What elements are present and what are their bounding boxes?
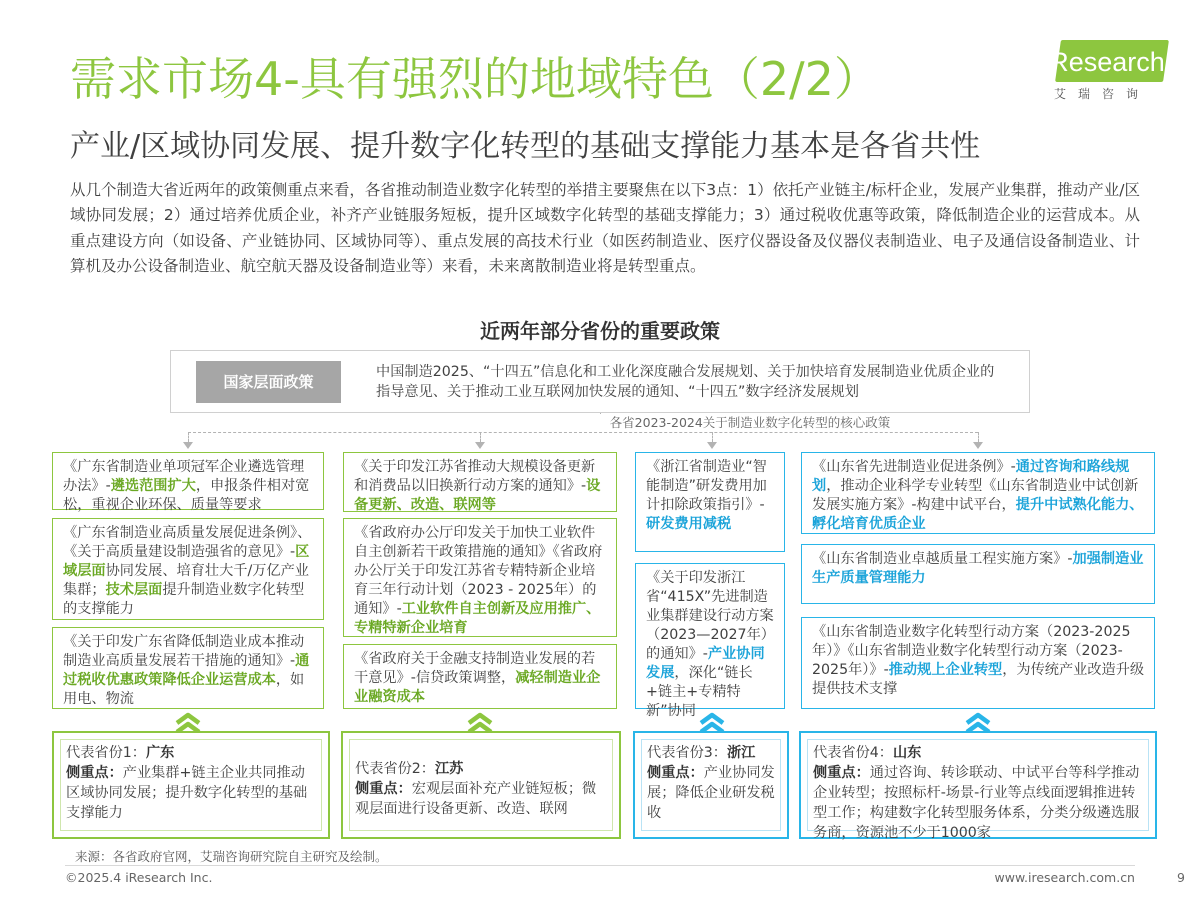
iresearch-logo xyxy=(1030,38,1170,108)
footer-divider xyxy=(65,865,1135,866)
policy-highlight: 技术层面 xyxy=(105,582,163,598)
national-policy-label: 国家层面政策 xyxy=(196,361,341,403)
summary-card-guangdong xyxy=(52,731,330,839)
tree-label: 各省2023-2024关于制造业数字化转型的核心政策 xyxy=(600,414,900,432)
policy-highlight: 设备更新、改造、联网等 xyxy=(354,478,601,513)
section-title: 近两年部分省份的重要政策 xyxy=(480,319,720,343)
policy-highlight: 通过税收优惠政策降低企业运营成本 xyxy=(63,653,310,688)
policy-box-shandong-1 xyxy=(801,452,1155,534)
summary-head: 代表省份3：浙江 xyxy=(647,745,756,761)
national-policy-text: 中国制造2025、“十四五”信息化和工业化深度融合发展规划、关于加快培育发展制造业优质企业的指导意见、关于推动工业互联网加快发展的通知、“十四五”数字经济发展规划 xyxy=(376,364,995,400)
policy-text: 《山东省制造业数字化转型行动方案（2023-2025年）》《山东省制造业数字化转型行动方案（2023-2025年）》- xyxy=(812,624,1131,678)
policy-highlight: 遴选范围扩大 xyxy=(110,478,196,494)
tree-drop-1 xyxy=(188,432,189,442)
policy-highlight: 提升中试熟化能力、孵化培育优质企业 xyxy=(812,497,1144,532)
national-policy-bar xyxy=(170,350,1030,413)
policy-box-jiangsu-3 xyxy=(343,644,617,709)
policy-box-shandong-2 xyxy=(801,544,1155,604)
logo-cn-text: 艾瑞咨询 xyxy=(1053,87,1150,101)
policy-text: 《省政府办公厅印发关于加快工业软件自主创新若干政策措施的通知》《省政府办公厅关于印发江苏省专精特新企业培育三年行动计划（2023 - 2025年）的通知》- xyxy=(354,525,603,617)
tree-arrow-4 xyxy=(973,442,983,449)
policy-text: 《广东省制造业单项冠军企业遴选管理办法》- xyxy=(63,459,305,494)
policy-highlight: 产业协同发展 xyxy=(646,646,765,681)
summary-card-jiangsu xyxy=(341,731,621,839)
policy-box-zhejiang-2 xyxy=(635,563,785,719)
policy-highlight: 减轻制造业企业融资成本 xyxy=(354,670,601,705)
summary-head: 代表省份2：江苏 xyxy=(355,761,464,777)
summary-head: 代表省份1：广东 xyxy=(66,745,175,761)
policy-text: ，为传统产业改造升级提供技术支撑 xyxy=(812,662,1145,697)
policy-box-guangdong-1 xyxy=(52,452,324,513)
summary-focus: 侧重点：通过咨询、转诊联动、中试平台等科学推动企业转型；按照标杆-场景-行业等点线面逻辑推进转型工作；构建数字化转型服务体系，分类分级遴选服务商，资源池不少于1000家 xyxy=(813,765,1140,841)
tree-drop-3 xyxy=(712,432,713,442)
policy-text: ，申报条件相对宽松，重视企业环保、质量等要求 xyxy=(63,478,310,513)
policy-box-guangdong-3 xyxy=(52,627,324,709)
policy-text: 《关于印发广东省降低制造业成本推动制造业高质量发展若干措施的通知》- xyxy=(63,634,305,669)
tree-arrow-3 xyxy=(707,442,717,449)
policy-text: 《关于印发浙江省“415X”先进制造业集群建设行动方案（2023—2027年）的通知》- xyxy=(646,570,775,662)
policy-text: ，深化“链长+链主+专精特新”协同 xyxy=(646,665,753,719)
tree-branch-line xyxy=(188,432,978,433)
site-url[interactable]: www.iresearch.com.cn xyxy=(994,870,1135,885)
policy-highlight: 加强制造业生产质量管理能力 xyxy=(812,551,1144,586)
copyright: ©2025.4 iResearch Inc. xyxy=(65,870,213,885)
policy-highlight: 区域层面 xyxy=(63,544,310,579)
logo-text: iResearch xyxy=(1043,47,1165,77)
policy-text: 《浙江省制造业“智能制造”研发费用加计扣除政策指引》- xyxy=(646,459,767,513)
policy-text: 《省政府关于金融支持制造业发展的若干意见》-信贷政策调整， xyxy=(354,651,596,686)
page-number: 9 xyxy=(1177,870,1185,885)
tree-arrow-1 xyxy=(183,442,193,449)
policy-box-guangdong-2 xyxy=(52,518,324,620)
tree-drop-4 xyxy=(978,432,979,442)
tree-drop-2 xyxy=(480,432,481,442)
policy-highlight: 推动规上企业转型 xyxy=(888,662,1003,678)
summary-focus: 侧重点：宏观层面补充产业链短板；微观层面进行设备更新、改造、联网 xyxy=(355,781,597,817)
policy-text: 协同发展、培育壮大千/万亿产业集群； xyxy=(63,563,309,598)
summary-focus: 侧重点：产业集群+链主企业共同推动区域协同发展；提升数字化转型的基础支撑能力 xyxy=(66,765,308,821)
policy-text: 《山东省先进制造业促进条例》- xyxy=(812,459,1016,475)
page-subtitle: 产业/区域协同发展、提升数字化转型的基础支撑能力基本是各省共性 xyxy=(70,129,981,164)
policy-highlight: 研发费用减税 xyxy=(646,516,732,532)
summary-focus: 侧重点：产业协同发展；降低企业研发税收 xyxy=(647,765,775,821)
intro-paragraph: 从几个制造大省近两年的政策侧重点来看，各省推动制造业数字化转型的举措主要聚焦在以下3点：1）依托产业链主/标杆企业，发展产业集群，推动产业/区域协同发展；2）通过培养优质企业，补齐产业链服务短板，提升区域数字化转型的基础支撑能力；3）通过税收优惠等政策，降低制造企业的运营成本。从重点建设方向（如设备、产业链协同、区域协同等）、重点发展的高技术行业（如医药制造业、医疗仪器设备及仪器仪表制造业、电子及通信设备制造业、计算机及办公设备制造业、航空航天器及设备制造业等）来看，未来离散制造业将是转型重点。 xyxy=(70,181,1140,276)
source-note: 来源：各省政府官网，艾瑞咨询研究院自主研究及绘制。 xyxy=(75,849,388,864)
policy-text: 《关于印发江苏省推动大规模设备更新和消费品以旧换新行动方案的通知》- xyxy=(354,459,596,494)
policy-text: ，推动企业科学专业转型《山东省制造业中试创新发展实施方案》-构建中试平台， xyxy=(812,478,1139,513)
policy-text: ，如用电、物流 xyxy=(63,672,305,707)
policy-box-zhejiang-1 xyxy=(635,452,785,552)
policy-box-jiangsu-1 xyxy=(343,452,617,512)
policy-text: 《山东省制造业卓越质量工程实施方案》- xyxy=(812,551,1073,567)
summary-card-zhejiang xyxy=(633,731,789,839)
tree-arrow-2 xyxy=(475,442,485,449)
policy-highlight: 工业软件自主创新及应用推广、专精特新企业培育 xyxy=(354,601,601,636)
policy-box-jiangsu-2 xyxy=(343,518,617,637)
page-title: 需求市场4-具有强烈的地域特色（2/2） xyxy=(70,52,880,106)
policy-highlight: 通过咨询和路线规划 xyxy=(812,459,1130,494)
policy-text: 《广东省制造业高质量发展促进条例》、《关于高质量建设制造强省的意见》- xyxy=(63,525,312,560)
summary-head: 代表省份4：山东 xyxy=(813,745,922,761)
policy-text: 提升制造业数字化转型的支撑能力 xyxy=(63,582,305,617)
summary-card-shandong xyxy=(799,731,1157,839)
policy-box-shandong-3 xyxy=(801,617,1155,709)
